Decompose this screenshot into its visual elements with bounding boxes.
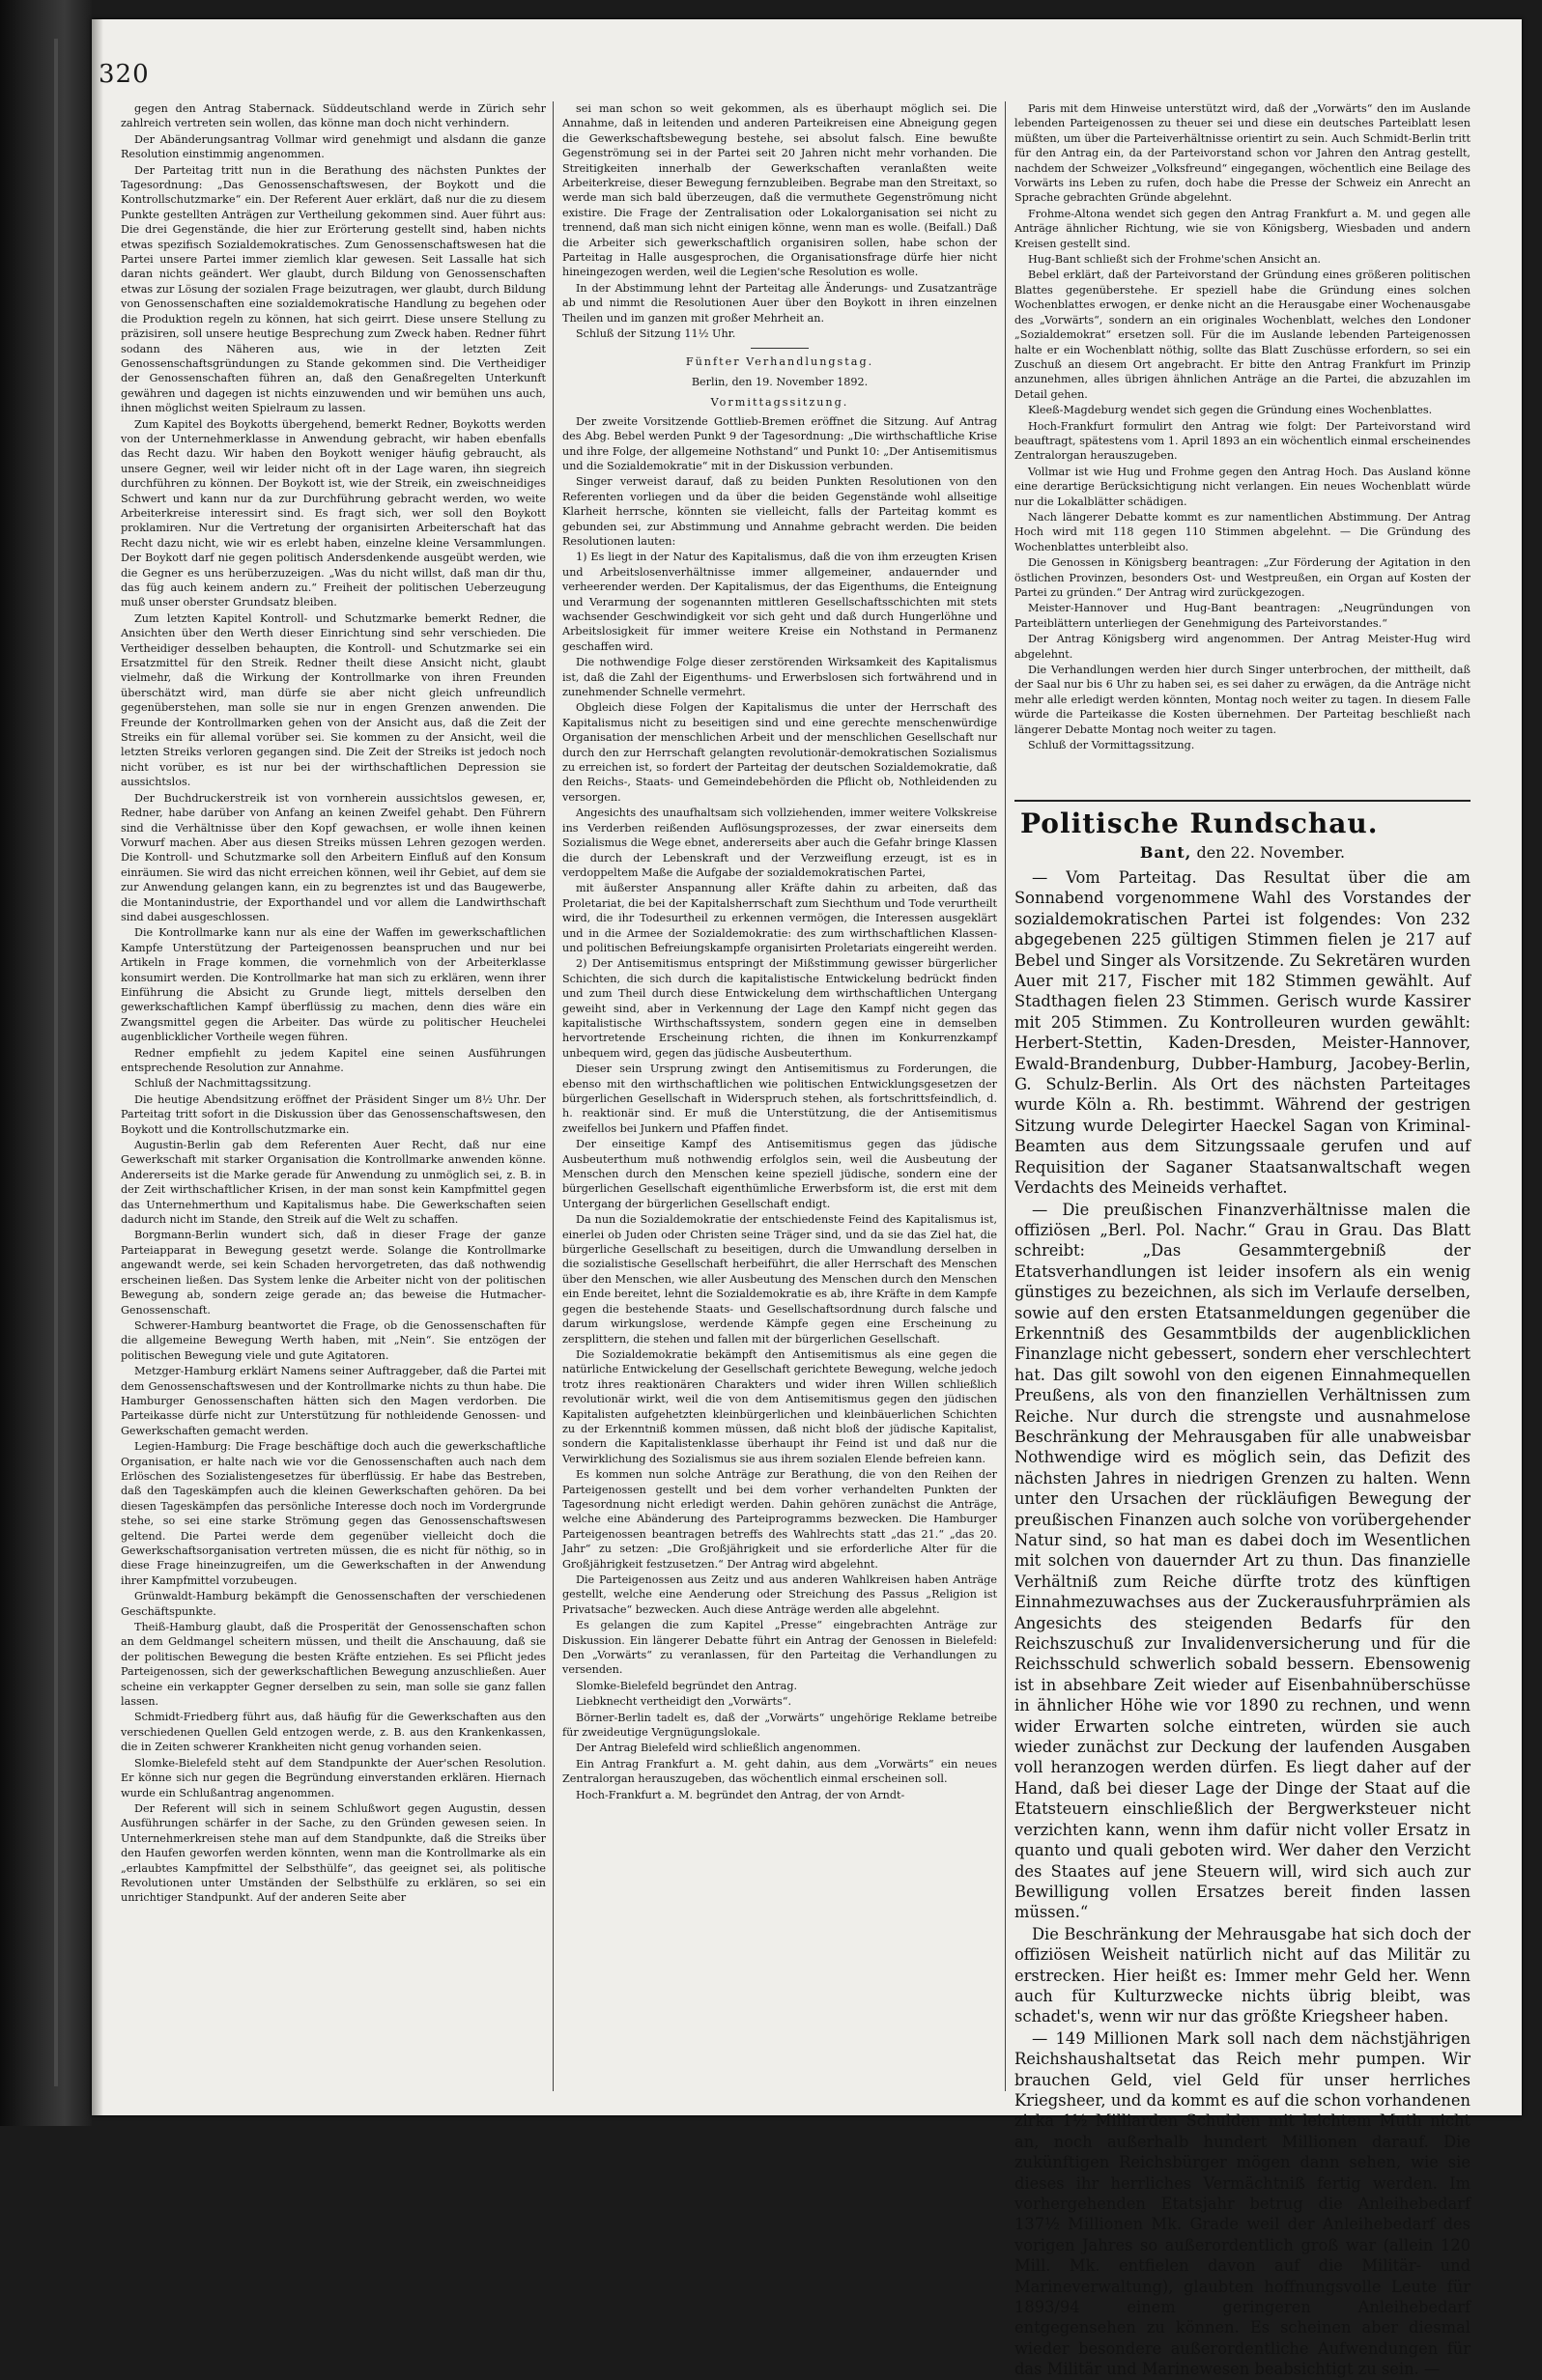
paragraph: gegen den Antrag Stabernack. Süddeutschland werde in Zürich sehr zahlreich vertreten sein wollen, das könne man doch nicht verhindern. bbox=[121, 102, 546, 130]
paragraph: Grünwaldt-Hamburg bekämpft die Genossenschaften der verschiedenen Geschäftspunkte. bbox=[121, 1590, 546, 1618]
section-top-rule bbox=[1014, 800, 1471, 802]
paragraph: Die Sozialdemokratie bekämpft den Antisemitismus als eine gegen die natürliche Entwickelung der Gesellschaft gerichtete Bewegung, welche jedoch trotz ihres reaktionären Charakters und wider ihren Willen schließlich revolutionär wirkt, weil die von dem Antisemitismus gegen den jüdischen Kapitalisten aufgehetzten kleinbürgerlichen und kleinbäuerlichen Schichten zu der Erkenntniß kommen müssen, daß nicht bloß der jüdische Kapitalist, sondern die Kapitalistenklasse überhaupt ihr Feind ist und daß nur die Verwirklichung des Sozialismus sie aus ihrem sozialen Elende befreien kann. bbox=[562, 1347, 997, 1465]
column-2 bbox=[562, 101, 997, 2091]
paragraph: Da nun die Sozialdemokratie der entschiedenste Feind des Kapitalismus ist, einerlei ob Juden oder Christen seine Träger sind, und da sie das Ziel hat, die bürgerliche Gesellschaft zu beseitigen, durch die Umwandlung derselben in die sozialistische Gesellschaft herbeiführt, die aller Herrschaft des Menschen über den Menschen, wie aller Ausbeutung des Menschen durch den Menschen ein Ende bereitet, lehnt die Sozialdemokratie es ab, ihre Kräfte in dem Kampfe gegen die bestehende Staats- und Gesellschaftsordnung durch falsche und darum wirkungslose, werdende Kämpfe gegen eine Erscheinung zu zersplittern, die stehen und fallen mit der bürgerlichen Gesellschaft. bbox=[562, 1213, 997, 1346]
page-number: 320 bbox=[99, 60, 150, 89]
paragraph: Der Antrag Bielefeld wird schließlich angenommen. bbox=[576, 1742, 861, 1755]
paragraph: Ein Antrag Frankfurt a. M. geht dahin, aus dem „Vorwärts“ ein neues Zentralorgan herauszugeben, das wöchentlich einmal erscheinen soll. bbox=[562, 1757, 997, 1786]
paragraph: Slomke-Bielefeld steht auf dem Standpunkte der Auer'schen Resolution. Er könne sich nur gegen die Begründung einverstanden erklären. Hiernach wurde ein Schlußantrag angenommen. bbox=[121, 1756, 546, 1799]
paragraph: Der einseitige Kampf des Antisemitismus gegen das jüdische Ausbeuterthum muß nothwendig erfolglos sein, weil die Ausbeutung der Menschen durch den Menschen keine speziell jüdische, sondern eine der bürgerlichen Gesellschaft eigenthümliche Erwerbsform ist, die erst mit dem Untergang der bürgerlichen Gesellschaft endigt. bbox=[562, 1138, 997, 1210]
paragraph: Der Buchdruckerstreik ist von vornherein aussichtslos gewesen, er, Redner, habe darüber von Anfang an keinen Zweifel gehabt. Den Führern sind die Verhältnisse über den Kopf gewachsen, er wolle ihnen keinen Vorwurf machen. Aber aus diesen Streiks müssen Lehren gezogen werden. Die Kontroll- und Schutzmarke soll den Arbeitern Einfluß auf den Konsum einräumen. Sie wird das nicht erreichen können, weil ihr Gebiet, auf dem sie zur Anwendung gelangen kann, ein zu begrenztes ist und das Baugewerbe, die Montanindustrie, der Exporthandel und vor allem die Landwirthschaft sind dabei ausgeschlossen. bbox=[121, 791, 546, 923]
paragraph: Die heutige Abendsitzung eröffnet der Präsident Singer um 8½ Uhr. Der Parteitag tritt sofort in die Diskussion über das Genossenschaftswesen, den Boykott und die Kontrollschutzmarke ein. bbox=[121, 1092, 546, 1136]
paragraph: Hoch-Frankfurt a. M. begründet den Antrag, der von Arndt- bbox=[576, 1788, 905, 1801]
dateline-date: den 22. November. bbox=[1196, 843, 1346, 862]
politische-rundschau-section bbox=[1014, 800, 1471, 2379]
paragraph: — Vom Parteitag. Das Resultat über die am Sonnabend vorgenommene Wahl des Vorstandes der sozialdemokratischen Partei ist folgendes: Von 232 abgegebenen 225 gültigen Stimmen fielen je 217 auf Bebel und Singer als Vorsitzende. Zu Sekretären wurden Auer mit 217, Fischer mit 182 Stimmen gewählt. Auf Stadthagen fielen 23 Stimmen. Gerisch wurde Kassirer mit 205 Stimmen. Zu Kontrolleuren wurden gewählt: Herbert-Stettin, Kaden-Dresden, Meister-Hannover, Ewald-Brandenburg, Dubber-Hamburg, Jacobey-Berlin, G. Schulz-Berlin. Als Ort des nächsten Parteitages wurde Köln a. Rh. bestimmt. Während der gestrigen Sitzung wurde Delegirter Haeckel Sagan von Kriminal-Beamten aus dem Sitzungssaale gerufen und auf Requisition der Saganer Staatsanwaltschaft wegen Verdachts des Meineids verhaftet. bbox=[1014, 868, 1471, 1198]
paragraph: Schluß der Nachmittagssitzung. bbox=[134, 1077, 312, 1091]
paragraph: Der Referent will sich in seinem Schlußwort gegen Augustin, dessen Ausführungen schärfer in der Sache, zu den Gründen gewesen seien. In Unternehmerkreisen stehe man auf dem Standpunkte, daß die Streiks über den Haufen geworfen werden könnten, wenn man die Kontrollmarke als ein „erlaubtes Kampfmittel der Selbsthülfe“, das geeignet sei, als politische Revolutionen unter Umständen der Selbsthülfe zu erklären, so sei ein unrichtiger Standpunkt. Auf der anderen Seite aber bbox=[121, 1801, 546, 1905]
paragraph: Schmidt-Friedberg führt aus, daß häufig für die Gewerkschaften aus den verschiedenen Quellen Geld entzogen werde, z. B. aus den Krankenkassen, die in Zeiten schwerer Krankheiten nicht genug vorhanden seien. bbox=[121, 1711, 546, 1754]
paragraph: Schluß der Vormittagssitzung. bbox=[1028, 739, 1195, 752]
section-body bbox=[1014, 867, 1471, 2379]
paragraph: sei man schon so weit gekommen, als es überhaupt möglich sei. Die Annahme, daß in leitenden und anderen Parteikreisen eine Abneigung gegen die Gewerkschaftsbewegung bestehe, sei absolut falsch. Eine bewußte Gegenströmung sei in der Partei seit 20 Jahren nicht mehr vorhanden. Die Streitigkeiten innerhalb der Gewerkschaften veranlaßten weite Arbeiterkreise, dieser Bewegung fernzubleiben. Begrabe man den Streitaxt, so werde man sich bald überzeugen, daß die vermuthete Gegenströmung nicht existire. Die Frage der Zentralisation oder Lokalorganisation sei nicht zu trennend, daß man sich nicht einigen könne, wenn man es wolle. (Beifall.) Daß die Arbeiter sich gewerkschaftlich organisiren sollen, habe schon der Parteitag in Halle ausgesprochen, die Organisationsfrage dürfe hier nicht hineingezogen werden, weil die Legien'sche Resolution es wolle. bbox=[562, 102, 997, 279]
paragraph: Singer verweist darauf, daß zu beiden Punkten Resolutionen von den Referenten vorliegen und da über die beiden Gegenstände wohl allseitige Klarheit herrsche, könnten sie vielleicht, falls der Parteitag kommt es gebunden sei, zur Abstimmung und Annahme gebracht werden. Die beiden Resolutionen lauten: bbox=[562, 475, 997, 548]
paragraph: Es gelangen die zum Kapitel „Presse“ eingebrachten Anträge zur Diskussion. Ein längerer Debatte führt ein Antrag der Genossen in Bielefeld: Den „Vorwärts“ zu veranlassen, für den Parteitag die Verhandlungen zu versenden. bbox=[562, 1619, 997, 1677]
column-1 bbox=[121, 101, 546, 2091]
paragraph: Nach längerer Debatte kommt es zur namentlichen Abstimmung. Der Antrag Hoch wird mit 118 gegen 110 Stimmen abgelehnt. — Die Gründung des Wochenblattes unterbleibt also. bbox=[1014, 510, 1471, 553]
paragraph: 2) Der Antisemitismus entspringt der Mißstimmung gewisser bürgerlicher Schichten, die sich durch die kapitalistische Entwickelung bedrückt finden und zum Theil durch diese Entwickelung dem wirthschaftlichen Untergang geweiht sind, aber in Verkennung der Lage den Kampf nicht gegen das kapitalistische Wirthschaftssystem, sondern gegen eine in demselben hervortretende Erscheinung richten, die ihnen im Konkurrenzkampf unbequem wird, gegen das jüdische Ausbeuterthum. bbox=[562, 957, 997, 1060]
paragraph: Schwerer-Hamburg beantwortet die Frage, ob die Genossenschaften für die allgemeine Bewegung Werth haben, mit „Nein“. Sie entzögen der politischen Bewegung viele und gute Agitatoren. bbox=[121, 1318, 546, 1362]
paragraph: mit äußerster Anspannung aller Kräfte dahin zu arbeiten, daß das Proletariat, die bei der Kapitalsherrschaft zum Siechthum und Tode verurtheilt wird, die ihr Todesurtheil zu erkennen vermögen, die Interessen ausgeklärt und in die Armee der Sozialdemokratie: des zum wirthschaftlichen Klassen- und politischen Befreiungskampfe organisirten Proletariats eingereiht werden. bbox=[562, 882, 997, 954]
paragraph: Der Parteitag tritt nun in die Berathung des nächsten Punktes der Tagesordnung: „Das Genossenschaftswesen, der Boykott und die Kontrollschutzmarke“ ein. Der Referent Auer erklärt, daß nur die zu diesem Punkte gestellten Anträgen zur Vertheilung gekommen sind. Auer führt aus: Die drei Gegenstände, die hier zur Erörterung gestellt sind, haben nichts etwas spezifisch Sozialdemokratisches. Zum Genossenschaftswesen hat die Partei unsere Partei immer ziemlich klar gewesen. Seit Lassalle hat sich daran nichts geändert. Wer glaubt, durch Bildung von Genossenschaften etwas zur Lösung der sozialen Frage beizutragen, wer glaubt, durch Bildung von Genossenschaften eine sozialdemokratische Handlung zu begehen oder die Produktion regeln zu können, hat sich geirrt. Diese unsere Stellung zu präzisiren, soll unsere heutige Besprechung zum Zweck haben. Redner führt sodann des Näheren aus, wie in der letzten Zeit Genossenschaftsgründungen zu Stande gekommen sind. Die Vertheidiger der Genossenschaften führen an, daß den Genaßregelten Unterkunft gewähren und dagegen ist nichts einzuwenden und wir bemühen uns auch, ihnen möglichst weiten Spielraum zu lassen. bbox=[121, 163, 546, 415]
paragraph: Börner-Berlin tadelt es, daß der „Vorwärts“ ungehörige Reklame betreibe für zweideutige Vergnügungslokale. bbox=[562, 1711, 997, 1740]
paragraph: Paris mit dem Hinweise unterstützt wird, daß der „Vorwärts“ den im Auslande lebenden Parteigenossen zu theuer sei und diese ein deutsches Parteiblatt lesen müßten, um über die Parteiverhältnisse orientirt zu sein. Auch Schmidt-Berlin tritt für den Antrag ein, da der Parteivorstand schon vor Jahren den Antrag gestellt, nachdem der Schweizer „Volksfreund“ eingegangen, wöchentlich eine Beilage des Vorwärts ins Leben zu rufen, doch habe die Presse der Schweiz ein Anrecht an Sprache gebrachten Gründe abgelehnt. bbox=[1014, 102, 1471, 205]
session-heading: Vormittagssitzung. bbox=[710, 396, 849, 410]
section-dateline bbox=[1014, 843, 1471, 862]
paragraph: — Die preußischen Finanzverhältnisse malen die offiziösen „Berl. Pol. Nachr.“ Grau in Grau. Das Blatt schreibt: „Das Gesammtergebniß der Etatsverhandlungen ist leider insofern als ein wenig günstiges zu bezeichnen, als sich im Verlaufe derselben, sowie auf den ersten Etatsanmeldungen gegenüber die Erkenntniß des Gesammtbilds der augenblicklichen Finanzlage nicht gebessert, sondern eher verschlechtert hat. Das gilt sowohl von den eigenen Einnahmequellen Preußens, als von den finanziellen Verhältnissen zum Reiche. Nur durch die strengste und ausnahmelose Beschränkung der Mehrausgaben für alle unabweisbar Nothwendige wird es möglich sein, das Defizit des nächsten Jahres in niedrigen Grenzen zu halten. Wenn unter den Ursachen der rückläufigen Bewegung der preußischen Finanzen auch solche von vorübergehender Natur sind, so hat man es dabei doch im Wesentlichen mit solchen von dauernder Art zu thun. Das finanzielle Verhältniß zum Reiche dürfte trotz des künftigen Einnahmezuwachses aus der Zuckerausfuhrprämien als Angesichts des steigenden Bedarfs für den Reichszuschuß zur Invalidenversicherung und für die Reichsschuld schwerlich sobald bessern. Ebensowenig ist in absehbare Zeit wieder auf Eisenbahnüberschüsse in ähnlicher Höhe wie vor 1890 zu rechnen, und wenn wider Erwarten solche eintreten, würden sie auch wieder zunächst zur Deckung der laufenden Ausgaben voll heranzogen werden dürfen. Es liegt daher auf der Hand, daß bei dieser Lage der Dinge der Staat auf die Etatsteuern einschließlich der Bergwerksteuer nicht verzichten kann, wenn ihm dafür nicht voller Ersatz in quanto und quali geboten wird. Wer daher den Verzicht des Staates auf jene Steuern will, wird sich auch zur Bewilligung vollen Ersatzes bereit finden lassen müssen.“ bbox=[1014, 1200, 1471, 1922]
paragraph: Redner empfiehlt zu jedem Kapitel eine seinen Ausführungen entsprechende Resolution zur Annahme. bbox=[121, 1046, 546, 1074]
paragraph: Der zweite Vorsitzende Gottlieb-Bremen eröffnet die Sitzung. Auf Antrag des Abg. Bebel werden Punkt 9 der Tagesordnung: „Die wirthschaftliche Krise und ihre Folge, der allgemeine Nothstand“ und Punkt 10: „Der Antisemitismus und die Sozialdemokratie“ mit in der Diskussion verbunden. bbox=[562, 414, 997, 472]
paragraph: Zum letzten Kapitel Kontroll- und Schutzmarke bemerkt Redner, die Ansichten über den Werth dieser Einrichtung sind sehr verschieden. Die Vertheidiger desselben behaupten, die Kontroll- und Schutzmarke sei ein Ersatzmittel für den Streik. Redner theilt diese Ansicht nicht, glaubt vielmehr, daß die Wirkung der Kontrollmarke von ihren Freunden überschätzt wird, man dürfe sie aber nicht gleich unfreundlich gegenüberstehen, man solle sie nur in engen Grenzen anwenden. Die Freunde der Kontrollmarken gehen von der Ansicht aus, daß die Zeit der Streiks ein für allemal vorüber sei. Sie kommen zu der Ansicht, weil die letzten Streiks verloren gegangen sind. Die Zeit der Streiks ist jedoch noch nicht vorüber, es ist nur bei der wirthschaftlichen Depression sie aussichtslos. bbox=[121, 611, 546, 789]
paragraph: Meister-Hannover und Hug-Bant beantragen: „Neugründungen von Parteiblättern unterliegen der Genehmigung des Parteivorstandes.“ bbox=[1014, 602, 1471, 630]
paragraph: Metzger-Hamburg erklärt Namens seiner Auftraggeber, daß die Partei mit dem Genossenschaftswesen und der Kontrollmarke nichts zu thun habe. Die Hamburger Genossenschaften hätten sich den Magen verdorben. Die Parteikasse dürfe nicht zur Unterstützung für nothleidende Genossen- und Gewerkschaften gemacht werden. bbox=[121, 1365, 546, 1437]
dateline: Berlin, den 19. November 1892. bbox=[691, 375, 869, 388]
column-divider-1 bbox=[553, 101, 554, 2091]
paragraph: Der Abänderungsantrag Vollmar wird genehmigt und alsdann die ganze Resolution einstimmig angenommen. bbox=[121, 132, 546, 161]
paragraph: Theiß-Hamburg glaubt, daß die Prosperität der Genossenschaften schon an dem Geldmangel scheitern müssen, und theilt die Anschauung, daß sie der politischen Bewegung die besten Kräfte entziehen. Es sei Pflicht jedes Parteigenossen, sich der gewerkschaftlichen Bewegung anzuschließen. Auer scheine ein verkappter Gegner derselben zu sein, man solle sie ganz fallen lassen. bbox=[121, 1621, 546, 1709]
day-heading: Fünfter Verhandlungstag. bbox=[685, 354, 874, 368]
paragraph: Schluß der Sitzung 11½ Uhr. bbox=[576, 327, 736, 341]
paragraph: Die Parteigenossen aus Zeitz und aus anderen Wahlkreisen haben Anträge gestellt, welche eine Aenderung oder Streichung des Passus „Religion ist Privatsache“ bezwecken. Auch diese Anträge werden alle abgelehnt. bbox=[562, 1573, 997, 1616]
paragraph: Legien-Hamburg: Die Frage beschäftige doch auch die gewerkschaftliche Organisation, er halte nach wie vor die Genossenschaften auch nach dem Erlöschen des Sozialistengesetzes für überflüssig. Er habe das Bestreben, daß den Tageskämpfen auch die kleinen Gewerkschaften gehören. Da bei diesen Tageskämpfen das persönliche Interesse doch noch im Vordergrunde stehe, so sei eine starke Strömung gegen das Genossenschaftswesen geltend. Die Partei werde dem gegenüber vielleicht doch die Gewerkschaftsorganisation vertreten müssen, die es nicht für nöthig, so in diese Frage hineinzugreifen, um die Gewerkschaften in der Anwendung ihrer Kampfmittel vorzubeugen. bbox=[121, 1440, 546, 1587]
paragraph: Die Genossen in Königsberg beantragen: „Zur Förderung der Agitation in den östlichen Provinzen, besonders Ost- und Westpreußen, ein Organ auf Kosten der Partei zu gründen.“ Der Antrag wird zurückgezogen. bbox=[1014, 556, 1471, 599]
paragraph: Die Verhandlungen werden hier durch Singer unterbrochen, der mittheilt, daß der Saal nur bis 6 Uhr zu haben sei, es sei daher zu erwägen, da die Anträge nicht mehr alle erledigt werden könnten, Montag noch weiter zu tagen. In diesem Falle würde die Parteikasse die Kosten übernehmen. Der Parteitag beschließt nach längerer Debatte Montag noch weiter zu tagen. bbox=[1014, 664, 1471, 736]
column-2-top-text bbox=[562, 101, 997, 342]
paragraph: Borgmann-Berlin wundert sich, daß in dieser Frage der ganze Parteiapparat in Bewegung gesetzt werde. Solange die Kontrollmarke angewandt werde, sei kein Schaden hervorgetreten, das daß nothwendig erscheinen ließen. Das System lenke die Arbeiter nicht von der politischen Bewegung ab, sondern zeige gerade an; das beweise die Hutmacher-Genossenschaft. bbox=[121, 1229, 546, 1317]
paragraph: Die nothwendige Folge dieser zerstörenden Wirksamkeit des Kapitalismus ist, daß die Zahl der Eigenthums- und Erwerbslosen sich fortwährend und in zunehmender Schnelle vermehrt. bbox=[562, 656, 997, 699]
paragraph: Es kommen nun solche Anträge zur Berathung, die von den Reihen der Parteigenossen gestellt und bei dem vorher verhandelten Punkten der Tagesordnung nicht erledigt werden. Dahin gehören zunächst die Anträge, welche eine Abänderung des Parteiprogramms bezwecken. Die Hamburger Parteigenossen beantragen betreffs des Wahlrechts statt „das 21.“ „das 20. Jahr“ zu setzen: „Die Großjährigkeit und sie erforderliche Alter für die Großjährigkeit festzusetzen.“ Der Antrag wird abgelehnt. bbox=[562, 1468, 997, 1571]
paragraph: In der Abstimmung lehnt der Parteitag alle Änderungs- und Zusatzanträge ab und nimmt die Resolutionen Auer über den Boykott in ihren einzelnen Theilen und im ganzen mit großer Mehrheit an. bbox=[562, 281, 997, 325]
paragraph: Angesichts des unaufhaltsam sich vollziehenden, immer weitere Volkskreise ins Verderben reißenden Auflösungsprozesses, der zwar einerseits dem Sozialismus die Wege ebnet, andererseits aber auch die Gefahr bringe Klassen die durch der Lebenskraft und der Verzweiflung erzeugt, ist es in verdoppeltem Maße die Aufgabe der sozialdemokratischen Partei, bbox=[562, 807, 997, 879]
dateline-place: Bant, bbox=[1139, 843, 1192, 862]
paragraph: Augustin-Berlin gab dem Referenten Auer Recht, daß nur eine Gewerkschaft mit starker Organisation die Kontrollmarke anwenden könne. Andererseits ist die Marke gerade für Anwendung zu unmöglich sei, z. B. in der Zeit wirthschaftlicher Krisen, in der man sonst kein Kampfmittel gegen das Unternehmerthum und Kapitalismus habe. Die Gewerkschaften seien dadurch nicht im Stande, den Streik auf die Welt zu schaffen. bbox=[121, 1139, 546, 1227]
paragraph: Hug-Bant schließt sich der Frohme'schen Ansicht an. bbox=[1028, 253, 1322, 267]
paragraph: Slomke-Bielefeld begründet den Antrag. bbox=[576, 1679, 798, 1692]
paragraph: Dieser sein Ursprung zwingt den Antisemitismus zu Forderungen, die ebenso mit den wirthschaftlichen wie politischen Entwicklungsgesetzen der bürgerlichen Gesellschaft in Widerspruch stehen, als fortschrittsfeindlich, d. h. reaktionär sind. Er muß die Unterstützung, die der Antisemitismus zweifellos bei Junkern und Pfaffen findet. bbox=[562, 1062, 997, 1135]
column-divider-2 bbox=[1005, 101, 1006, 2091]
paragraph: Bebel erklärt, daß der Parteivorstand der Gründung eines größeren politischen Blattes gegenüberstehe. Er speziell habe die Gründung eines solchen Wochenblattes erwogen, er denke nicht an die Herausgabe einer Wochenausgabe des „Vorwärts“, sondern an ein originales Wochenblatt, welches den Londoner „Sozialdemokrat“ ersetzen soll. Für die im Auslande lebenden Parteigenossen halte er ein Wochenblatt nöthig, sollte das Blatt Zuschüsse erfordern, so sei ein Zuschuß an diesem Ort angebracht. Er bitte den Antrag Frankfurt im Prinzip anzunehmen, alles übrigen ähnlichen Anträge an die Partei, die abzuzahlen im Detail gehen. bbox=[1014, 269, 1471, 401]
page-gutter-shadow bbox=[92, 19, 103, 2115]
paragraph: Zum Kapitel des Boykotts übergehend, bemerkt Redner, Boykotts werden von der Unternehmerklasse in Anwendung gebracht, wir haben ebenfalls das Recht dazu. Wir haben den Boykott weniger häufig gebraucht, als unsere Gegner, weil wir leider nicht oft in der Lage waren, ihn siegreich durchführen zu können. Der Boykott ist, wie der Streik, ein zweischneidiges Schwert und kann nur da zur Durchführung gebracht werden, wo weite Arbeiterkreise interessirt sind. Es fragt sich, wer soll den Boykott proklamiren. Nur die Vertretung der organisirten Arbeiterschaft hat das Recht dazu nicht, wie wir es erlebt haben, einzelne kleine Versammlungen. Der Boykott darf nie gegen politisch Andersdenkende ausgeübt werden, wie die Gegner es uns herüberzuzeigen. „Was du nicht willst, daß man dir thu, das füg auch keinem andern zu.“ Freiheit der politischen Ueberzeugung muß unser oberster Grundsatz bleiben. bbox=[121, 417, 546, 609]
paragraph: Liebknecht vertheidigt den „Vorwärts“. bbox=[576, 1695, 792, 1709]
column-3 bbox=[1014, 101, 1471, 797]
section-title: Politische Rundschau. bbox=[1020, 808, 1379, 839]
book-binding bbox=[0, 0, 92, 2126]
paragraph: Kleeß-Magdeburg wendet sich gegen die Gründung eines Wochenblattes. bbox=[1028, 404, 1433, 417]
column-2-bottom-text bbox=[562, 414, 997, 1802]
paragraph: Vollmar ist wie Hug und Frohme gegen den Antrag Hoch. Das Ausland könne eine derartige Berücksichtigung nicht verlangen. Ein neues Wochenblatt würde nur die Lokalblätter schädigen. bbox=[1014, 465, 1471, 508]
paragraph: Hoch-Frankfurt formulirt den Antrag wie folgt: Der Parteivorstand wird beauftragt, spätestens vom 1. April 1893 an ein wöchentlich einmal erscheinendes Zentralorgan herauszugeben. bbox=[1014, 419, 1471, 463]
paragraph: Obgleich diese Folgen der Kapitalismus die unter der Herrschaft des Kapitalismus nicht zu beseitigen sind und eine gerechte menschenwürdige Organisation der menschlichen Arbeit und der menschlichen Gesellschaft nur durch den zur Herrschaft gelangten revolutionär-demokratischen Sozialismus zu erreichen ist, so fordert der Parteitag der deutschen Sozialdemokratie, daß den Reichs-, Staats- und Gemeindebehörden die Pflicht ob, Nothleidenden zu versorgen. bbox=[562, 701, 997, 804]
paragraph: Die Kontrollmarke kann nur als eine der Waffen im gewerkschaftlichen Kampfe Unterstützung der Parteigenossen beanspruchen und nur bei Artikeln in Frage kommen, die vornehmlich von der Arbeiterklasse konsumirt werden. Die Kontrollmarke hat man sich zu erklären, wenn ihrer Einführung die Absicht zu Grunde liegt, mittels derselben den gewerkschaftlichen Kampf überflüssig zu machen, denn dies wäre ein Zwangsmittel gegen die Arbeiter. Das würde zu politischer Heuchelei augenblicklicher Vortheile wegen führen. bbox=[121, 926, 546, 1044]
paragraph: Die Beschränkung der Mehrausgabe hat sich doch der offiziösen Weisheit natürlich nicht auf das Militär zu erstrecken. Hier heißt es: Immer mehr Geld her. Wenn auch für Kulturzwecke nichts übrig bleibt, was schadet's, wenn wir nur das größte Kriegsheer haben. bbox=[1014, 1924, 1471, 2026]
paragraph: Frohme-Altona wendet sich gegen den Antrag Frankfurt a. M. und gegen alle Anträge ähnlicher Richtung, wie sie von Königsberg, Wiesbaden und andern Kreisen gestellt sind. bbox=[1014, 207, 1471, 250]
binding-spine-line bbox=[54, 39, 58, 2086]
section-rule bbox=[751, 348, 809, 349]
paragraph: — 149 Millionen Mark soll nach dem nächstjährigen Reichshaushaltsetat das Reich mehr pumpen. Wir brauchen Geld, viel Geld für unser herrliches Kriegsheer, und da kommt es auf die schon vorhandenen zirka 1½ Milliarden Schulden mit leichtem Muth nicht an, noch außerhalb hundert Millionen darauf. Die zukünftigen Reichsbürger mögen dann sehen, wie sie dieses ihr herrliches Vermächtniß fertig werden. Im vorhergehenden Etatsjahr betrug die Anleihebedarf 137½ Millionen Mk. Grade weil der Anleihebedarf des vorigen Jahres so außerordentlich groß war (allein 120 Mill. Mk. entfielen davon auf die Militär- und Marineverwaltung), glaubten hoffnungsvolle Leute für 1893/94 einem geringeren Anleihebedarf entgegensehen zu können. Es scheinen aber diesmal wieder besondere außerordentliche Aufwendungen für das Militär und Marinewesen beabsichtigt zu sein. — bbox=[1014, 2028, 1471, 2379]
paragraph: 1) Es liegt in der Natur des Kapitalismus, daß die von ihm erzeugten Krisen und Arbeitslosenverhältnisse immer allgemeiner, andauernder und verheerender werden. Der Kapitalismus, der das Eigenthums, die Enteignung und Verarmung der sogenannten mittleren Gesellschaftsschichten mit stets wachsender Geschwindigkeit vor sich geht und daß durch Hungerlöhne und Arbeitslosigkeit für immer weitere Kreise ein Nothstand in Permanenz geschaffen wird. bbox=[562, 551, 997, 653]
paragraph: Der Antrag Königsberg wird angenommen. Der Antrag Meister-Hug wird abgelehnt. bbox=[1014, 633, 1471, 661]
